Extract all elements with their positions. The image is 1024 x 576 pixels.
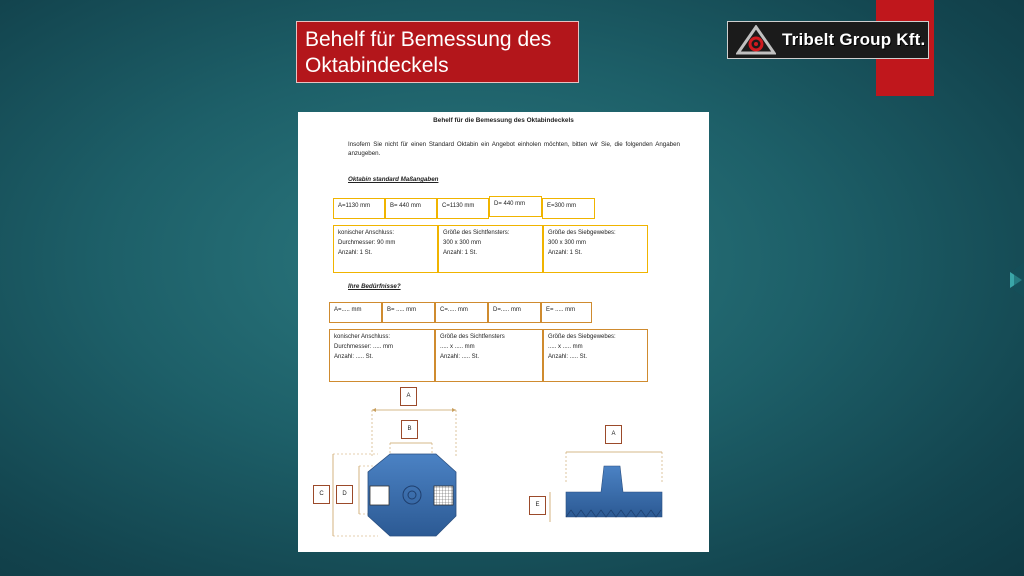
standard-heading: Oktabin standard Maßangaben bbox=[348, 176, 439, 183]
std-dim-a: A=1130 mm bbox=[333, 198, 385, 219]
lid-diagrams bbox=[298, 112, 709, 552]
std-dim-c: C=1130 mm bbox=[437, 198, 489, 219]
logo-triangle-icon bbox=[736, 25, 776, 55]
slide-title: Behelf für Bemessung des Oktabindeckels bbox=[296, 21, 579, 83]
document-page bbox=[298, 112, 709, 552]
custom-dim-d: D=..... mm bbox=[488, 302, 541, 323]
custom-detail-mesh: Größe des Siebgewebes: ..... x ..... mm Anzahl: ..... St. bbox=[543, 329, 648, 382]
label-a-side: A bbox=[605, 425, 622, 444]
custom-dim-c: C=..... mm bbox=[435, 302, 488, 323]
label-a-top: A bbox=[400, 387, 417, 406]
std-detail-connector: konischer Anschluss: Durchmesser: 90 mm Anzahl: 1 St. bbox=[333, 225, 438, 273]
custom-detail-window: Größe des Sichtfensters ..... x ..... mm Anzahl: ..... St. bbox=[435, 329, 543, 382]
std-dim-d: D= 440 mm bbox=[489, 196, 542, 217]
label-e-side: E bbox=[529, 496, 546, 515]
custom-dim-b: B= ..... mm bbox=[382, 302, 435, 323]
custom-detail-connector: konischer Anschluss: Durchmesser: ..... mm Anzahl: ..... St. bbox=[329, 329, 435, 382]
custom-dim-a: A=..... mm bbox=[329, 302, 382, 323]
label-b-top: B bbox=[401, 420, 418, 439]
std-detail-window: Größe des Sichtfensters: 300 x 300 mm Anzahl: 1 St. bbox=[438, 225, 543, 273]
std-dim-e: E=300 mm bbox=[542, 198, 595, 219]
std-detail-mesh: Größe des Siebgewebes: 300 x 300 mm Anzahl: 1 St. bbox=[543, 225, 648, 273]
document-title: Behelf für die Bemessung des Oktabindeckels bbox=[433, 117, 574, 124]
custom-dim-e: E= ..... mm bbox=[541, 302, 592, 323]
intro-text: Insofern Sie nicht für einen Standard Oktabin ein Angebot einholen möchten, bitten wir Sie, die folgenden Angaben anzugeben. bbox=[348, 141, 680, 157]
custom-heading: Ihre Bedürfnisse? bbox=[348, 283, 401, 290]
company-logo bbox=[727, 21, 929, 59]
logo-text: Tribelt Group Kft. bbox=[782, 30, 926, 49]
label-c-top: C bbox=[313, 485, 330, 504]
std-dim-b: B= 440 mm bbox=[385, 198, 437, 219]
label-d-top: D bbox=[336, 485, 353, 504]
